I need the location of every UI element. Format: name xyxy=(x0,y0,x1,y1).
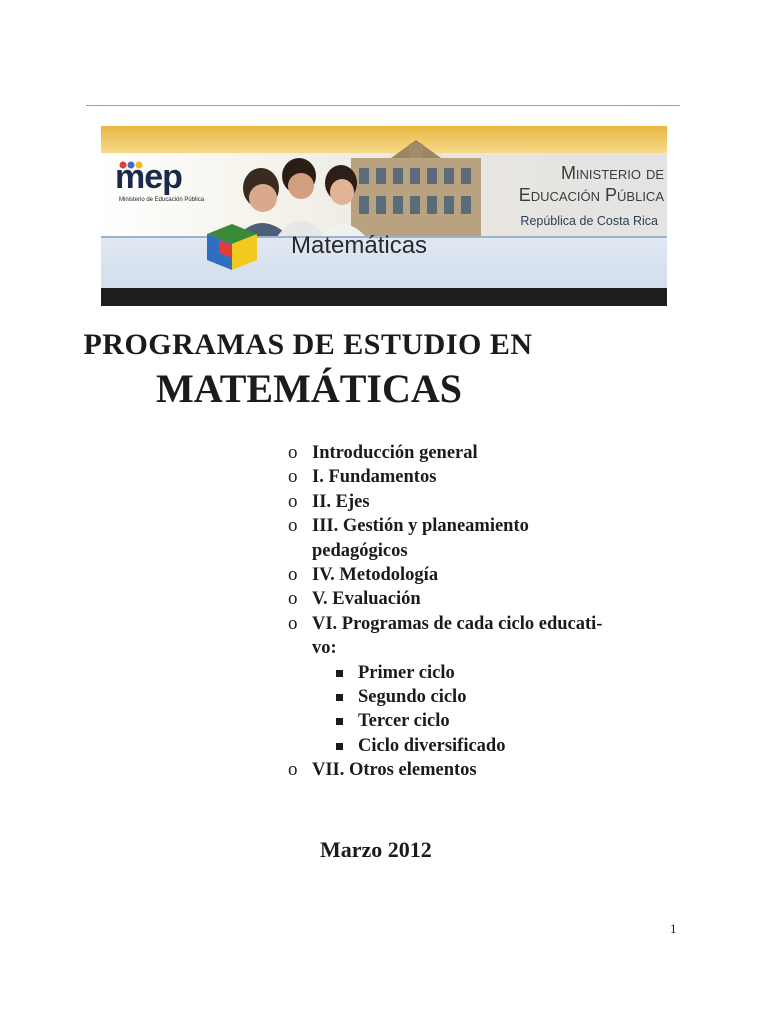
circle-bullet-icon: o xyxy=(288,564,298,586)
ministry-title-line2: Educación Pública xyxy=(518,185,664,205)
circle-bullet-icon: o xyxy=(288,442,298,463)
title-line2-text: MATEMÁTICAS xyxy=(156,366,462,411)
toc-subitem xyxy=(287,734,687,758)
toc-item xyxy=(287,563,687,587)
mep-logo-text: mep xyxy=(115,158,182,196)
toc-item-text: vo: xyxy=(312,638,337,659)
toc-item-continuation xyxy=(287,636,687,660)
subject-label: Matemáticas xyxy=(291,232,428,259)
toc-item-text: VII. Otros elementos xyxy=(312,760,477,781)
ministry-title xyxy=(469,162,664,206)
toc-subitem xyxy=(287,685,687,709)
toc-subitem-text: Segundo ciclo xyxy=(358,687,467,708)
toc-subitem-text: Tercer ciclo xyxy=(358,711,450,732)
toc-item xyxy=(287,441,687,465)
document-title-line2 xyxy=(0,365,768,412)
toc-item-text: pedagógicos xyxy=(312,540,408,561)
square-bullet-icon xyxy=(336,670,343,677)
circle-bullet-icon: o xyxy=(288,466,298,488)
toc-item xyxy=(287,612,687,636)
toc-item-text: I. Fundamentos xyxy=(312,467,437,488)
banner-bottom-bar xyxy=(101,288,667,306)
square-bullet-icon xyxy=(336,743,343,750)
toc-subitem xyxy=(287,709,687,733)
header-banner xyxy=(101,126,667,306)
toc-item-text: III. Gestión y planeamiento xyxy=(312,516,529,537)
circle-bullet-icon: o xyxy=(288,759,298,781)
toc-item-continuation xyxy=(287,539,687,563)
circle-bullet-icon: o xyxy=(288,490,298,512)
top-rule xyxy=(86,105,680,106)
toc-item-text: VI. Programas de cada ciclo educati- xyxy=(312,613,603,634)
document-title-line1 xyxy=(0,328,768,362)
toc-item xyxy=(287,514,687,538)
toc-subitem-text: Ciclo diversificado xyxy=(358,735,506,756)
page-number: 1 xyxy=(670,921,677,936)
toc-item xyxy=(287,758,687,782)
mep-logo-subtitle: Ministerio de Educación Pública xyxy=(119,197,205,203)
title-line1-text: PROGRAMAS DE ESTUDIO EN xyxy=(83,328,533,361)
toc-subitem xyxy=(287,661,687,685)
circle-bullet-icon: o xyxy=(288,612,298,634)
circle-bullet-icon: o xyxy=(288,588,298,610)
circle-bullet-icon: o xyxy=(288,515,298,537)
table-of-contents xyxy=(287,441,687,783)
toc-item xyxy=(287,490,687,514)
publication-date: Marzo 2012 xyxy=(320,837,432,862)
toc-item-text: IV. Metodología xyxy=(312,565,439,586)
toc-item-text: II. Ejes xyxy=(312,491,370,512)
toc-item-text: Introducción general xyxy=(312,443,478,463)
toc-item xyxy=(287,465,687,489)
square-bullet-icon xyxy=(336,718,343,725)
toc-subitem-text: Primer ciclo xyxy=(358,662,455,683)
country-label: República de Costa Rica xyxy=(520,214,658,228)
ministry-title-line1: Ministerio de xyxy=(560,163,664,183)
square-bullet-icon xyxy=(336,694,343,701)
toc-item xyxy=(287,587,687,611)
toc-item-text: V. Evaluación xyxy=(312,589,421,610)
cube-icon xyxy=(205,222,259,272)
